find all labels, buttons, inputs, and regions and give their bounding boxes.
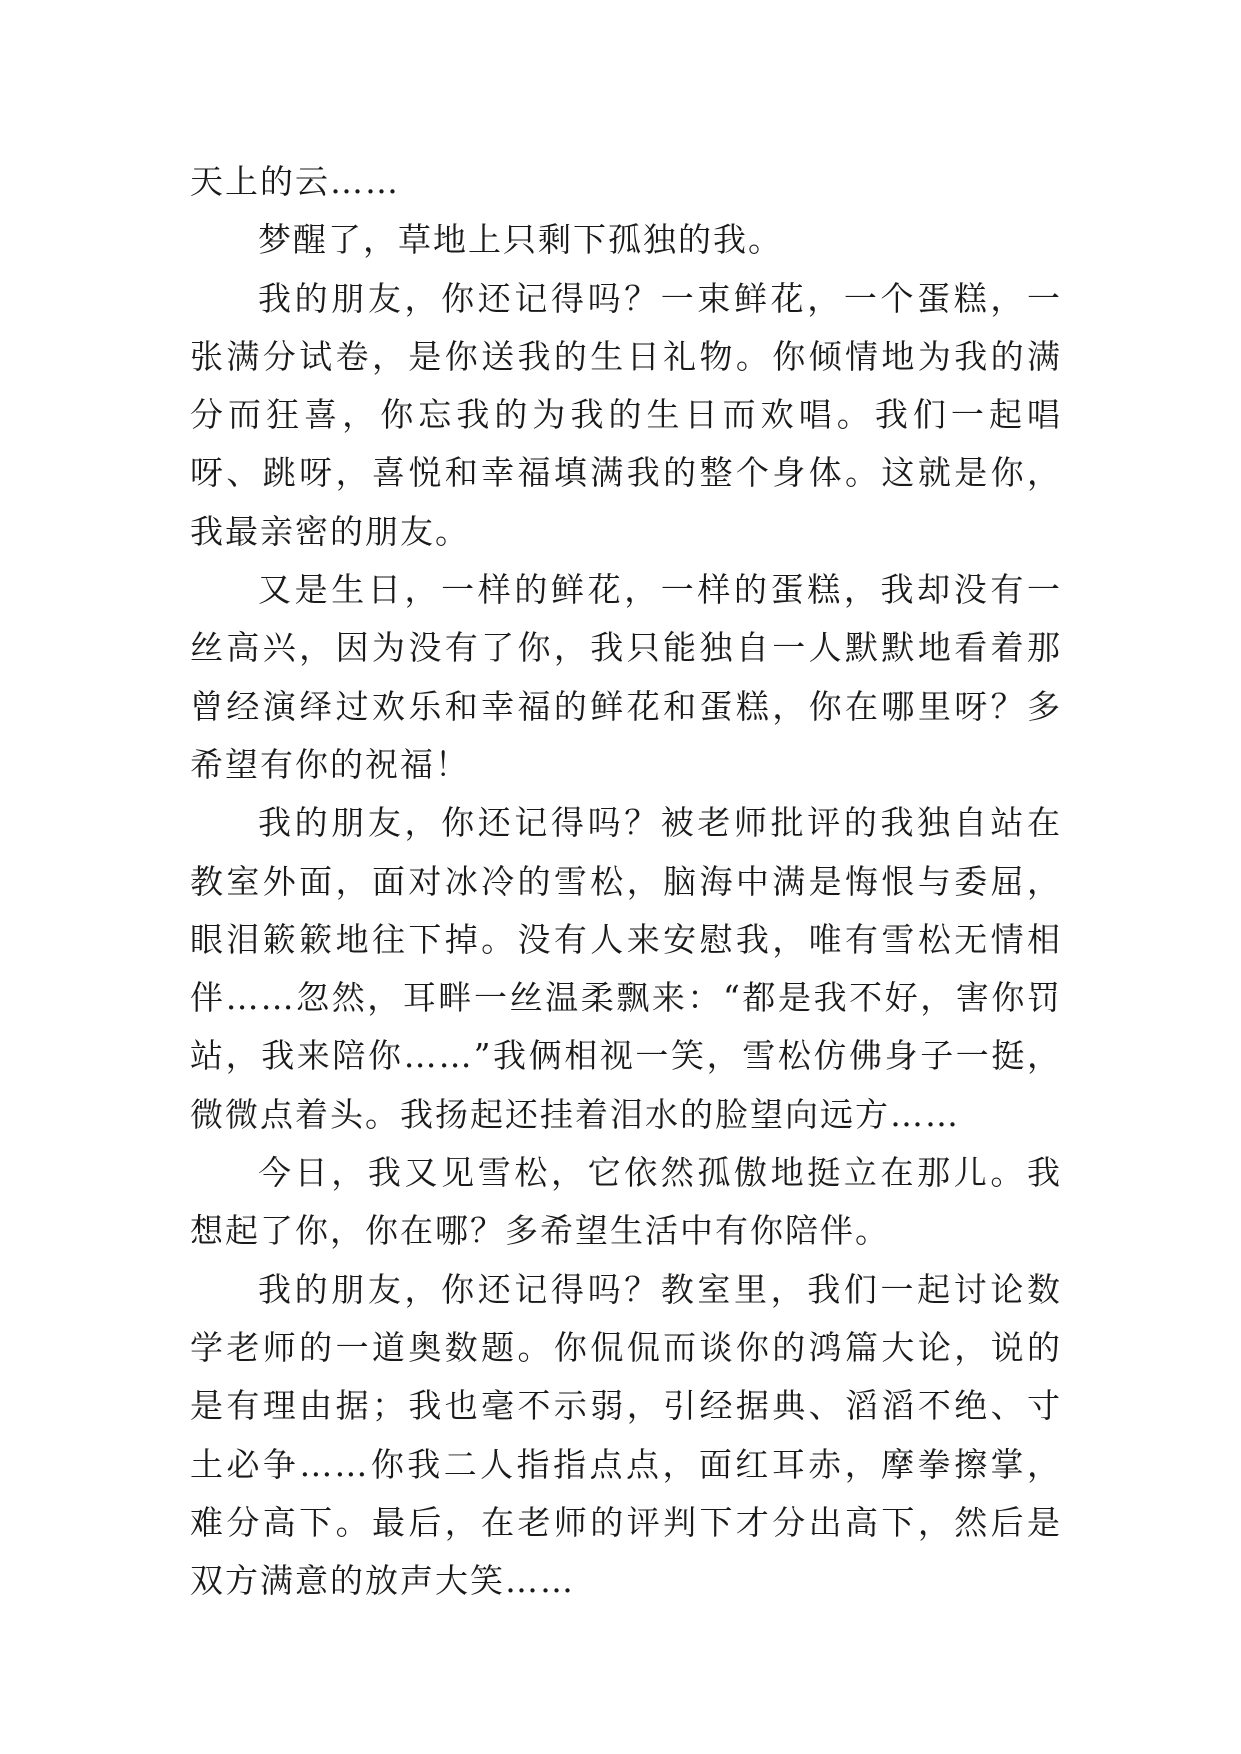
paragraph-1: 天上的云……	[190, 162, 400, 201]
paragraph-7: 我的朋友，你还记得吗？教室里，我们一起讨论数学老师的一道奥数题。你侃侃而谈你的鸿篇大论，说的是有理由据；我也毫不示弱，引经据典、滔滔不绝、寸土必争……你我二人指指点点，面红耳赤，摩拳擦掌，难分高下。最后，在老师的评判下才分出高下，然后是双方满意的放声大笑……	[190, 1269, 1062, 1601]
paragraph-6: 今日，我又见雪松，它依然孤傲地挺立在那儿。我想起了你，你在哪？多希望生活中有你陪伴。	[190, 1153, 1062, 1251]
paragraph-5: 我的朋友，你还记得吗？被老师批评的我独自站在教室外面，面对冰冷的雪松，脑海中满是悔恨与委屈，眼泪簌簌地往下掉。没有人来安慰我，唯有雪松无情相伴……忽然，耳畔一丝温柔飘来：“都是我不好，害你罚站，我来陪你……”我俩相视一笑，雪松仿佛身子一挺，微微点着头。我扬起还挂着泪水的脸望向远方……	[190, 803, 1062, 1134]
paragraph-2: 梦醒了，草地上只剩下孤独的我。	[258, 220, 783, 260]
document-body	[190, 153, 1062, 1610]
paragraph-4: 又是生日，一样的鲜花，一样的蛋糕，我却没有一丝高兴，因为没有了你，我只能独自一人默默地看着那曾经演绎过欢乐和幸福的鲜花和蛋糕，你在哪里呀？多希望有你的祝福！	[190, 570, 1062, 784]
paragraph-3: 我的朋友，你还记得吗？一束鲜花，一个蛋糕，一张满分试卷，是你送我的生日礼物。你倾情地为我的满分而狂喜，你忘我的为我的生日而欢唱。我们一起唱呀、跳呀，喜悦和幸福填满我的整个身体。这就是你，我最亲密的朋友。	[190, 278, 1062, 551]
